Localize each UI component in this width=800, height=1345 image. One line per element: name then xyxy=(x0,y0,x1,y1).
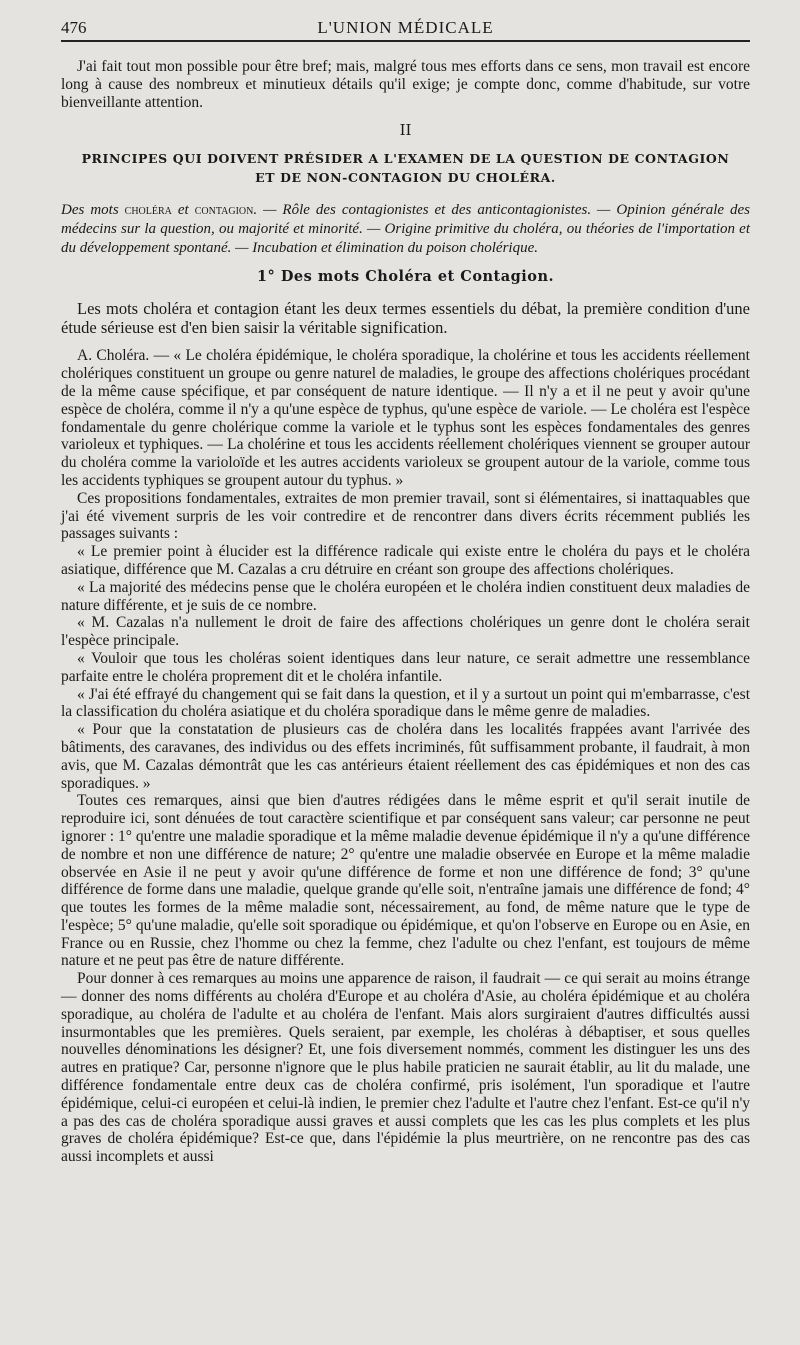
summary-word-contagion: contagion xyxy=(194,203,254,219)
body-text xyxy=(61,58,750,111)
summary-part-3: . — Rôle des contagionistes et des anticontagionistes. — Opinion générale des médecins sur la question, ou majorité et minorité. — Origine primitive du choléra, ou théories de l'importation et du développement spontané. — Incubation et élimination du poison cholérique. xyxy=(61,202,751,257)
paragraph: Pour donner à ces remarques au moins une apparence de raison, il faudrait — ce qui serait au moins étrange — donner des noms différents au choléra d'Europe et au choléra d'Asie, au choléra épidémique et au choléra sporadique, au choléra de l'adulte et au choléra de l'enfant. Mais alors surgiraient d'autres difficultés aussi insurmontables que les premières. Quels seraient, par exemple, les choléras à débaptiser, et sous quelles nouvelles dénominations les désigner? Et, une fois diversement nommés, comment les distinguer les uns des autres en pratique? Car, personne n'ignore que le plus habile praticien ne saurait établir, au lit du malade, une différence fondamentale entre deux cas de choléra confirmé, pris isolément, l'un sporadique et l'autre épidémique, celui-ci européen et celui-là indien, le premier chez l'adulte et l'autre chez l'enfant. Est-ce qu'il n'y a pas des cas de choléra sporadique aussi graves et aussi complets que les cas les plus complets et les plus graves de choléra épidémique? Est-ce que, dans l'épidémie la plus meurtrière, on ne rencontre pas des cas aussi incomplets et aussi xyxy=(61,970,750,1166)
paragraph: Ces propositions fondamentales, extraites de mon premier travail, sont si élémentaires, si inattaquables que j'ai été vivement surpris de les voir contredire et de rencontrer dans divers écrits récemment publiés les passages suivants : xyxy=(61,489,750,543)
page-number: 476 xyxy=(61,18,87,37)
main-paragraphs xyxy=(61,299,750,1166)
subsection-title: 1° Des mots Choléra et Contagion. xyxy=(256,268,555,286)
summary-part-1: Des mots xyxy=(61,202,125,219)
running-title: L'UNION MÉDICALE xyxy=(317,18,494,37)
section-title xyxy=(61,149,750,187)
paragraph: « Le premier point à élucider est la différence radicale qui existe entre le choléra du pays et le choléra asiatique, différence que M. Cazalas a cru détruire en créant son groupe des affections cholériques. xyxy=(61,543,750,578)
section-title-line-2: ET DE NON-CONTAGION DU CHOLÉRA. xyxy=(255,170,556,186)
paragraph: Les mots choléra et contagion étant les deux termes essentiels du débat, la première condition d'une étude sérieuse est d'en bien saisir la véritable signification. xyxy=(61,299,750,338)
section-number: II xyxy=(399,121,412,140)
paragraph: « M. Cazalas n'a nullement le droit de faire des affections cholériques un genre dont le choléra serait l'espèce principale. xyxy=(61,614,750,650)
section-summary xyxy=(61,201,750,258)
section-title-line-1: PRINCIPES QUI DOIVENT PRÉSIDER A L'EXAMEN DE LA QUESTION DE CONTAGION xyxy=(81,151,730,167)
paragraph: Toutes ces remarques, ainsi que bien d'autres rédigées dans le même esprit et qu'il serait inutile de reproduire ici, sont dénuées de tout caractère scientifique et par conséquent sans valeur; car personne ne peut ignorer : 1° qu'entre une maladie sporadique et la même maladie devenue épidémique il n'y a qu'une différence de nombre et non une différence de nature; 2° qu'entre une maladie observée en Europe et la même maladie observée en Asie il ne peut y avoir qu'une différence de forme et non une différence de fond; 3° qu'une différence de forme dans une maladie, quelque grande qu'elle soit, n'entraîne jamais une différence de fond; 4° que toutes les formes de la même maladie sont, nécessairement, au fond, de même nature que le type de l'espèce; 5° qu'une maladie, qu'elle soit sporadique ou épidémique, et qu'on l'observe en Europe ou en Asie, en France ou en Russie, chez l'homme ou chez la femme, chez l'adulte ou chez l'enfant, est toujours de même nature et ne peut pas être de nature différente. xyxy=(61,792,750,970)
summary-word-cholera: choléra xyxy=(124,203,172,219)
paragraph: « Pour que la constatation de plusieurs cas de choléra dans les localités frappées avant l'arrivée des bâtiments, des caravanes, des individus ou des effets incriminés, fût suffisamment probante, il faudrait, à mon avis, que M. Cazalas démontrât que les cas antérieurs étaient réellement des cas épidémiques et non des cas sporadiques. » xyxy=(61,721,750,792)
paragraph: « La majorité des médecins pense que le choléra européen et le choléra indien constituent deux maladies de nature différente, et je suis de ce nombre. xyxy=(61,578,750,614)
intro-paragraph: J'ai fait tout mon possible pour être bref; mais, malgré tous mes efforts dans ce sens, mon travail est encore long à cause des nombreux et minutieux détails qu'il exige; je compte donc, comme d'habitude, sur votre bienveillante attention. xyxy=(61,58,750,111)
summary-part-2: et xyxy=(171,202,195,219)
page-header xyxy=(61,16,750,42)
paragraph: « J'ai été effrayé du changement qui se fait dans la question, et il y a surtout un point qui m'embarrasse, c'est la classification du choléra asiatique et du choléra sporadique dans le même genre de maladies. xyxy=(61,685,750,721)
paragraph: A. Choléra. — « Le choléra épidémique, le choléra sporadique, la cholérine et tous les accidents réellement cholériques constituent un groupe ou genre naturel de maladies, le groupe des affections cholériques procédant de la même cause spécifique, et par conséquent de nature identique. — Il n'y a et il ne peut y avoir qu'une espèce de choléra, comme il n'y a qu'une espèce de typhus, qu'une espèce de variole. — Le choléra est l'espèce fondamentale du genre cholérique comme la variole et le typhus sont les espèces fondamentales des genres varioleux et typhiques. — La cholérine et tous les accidents réellement cholériques viennent se grouper autour du choléra comme la varioloïde et les autres accidents varioleux se groupent autour de la variole, comme tous les accidents typhiques se groupent autour du typhus. » xyxy=(61,347,750,489)
paragraph: « Vouloir que tous les choléras soient identiques dans leur nature, ce serait admettre une ressemblance parfaite entre le choléra proprement dit et le choléra infantile. xyxy=(61,649,750,685)
